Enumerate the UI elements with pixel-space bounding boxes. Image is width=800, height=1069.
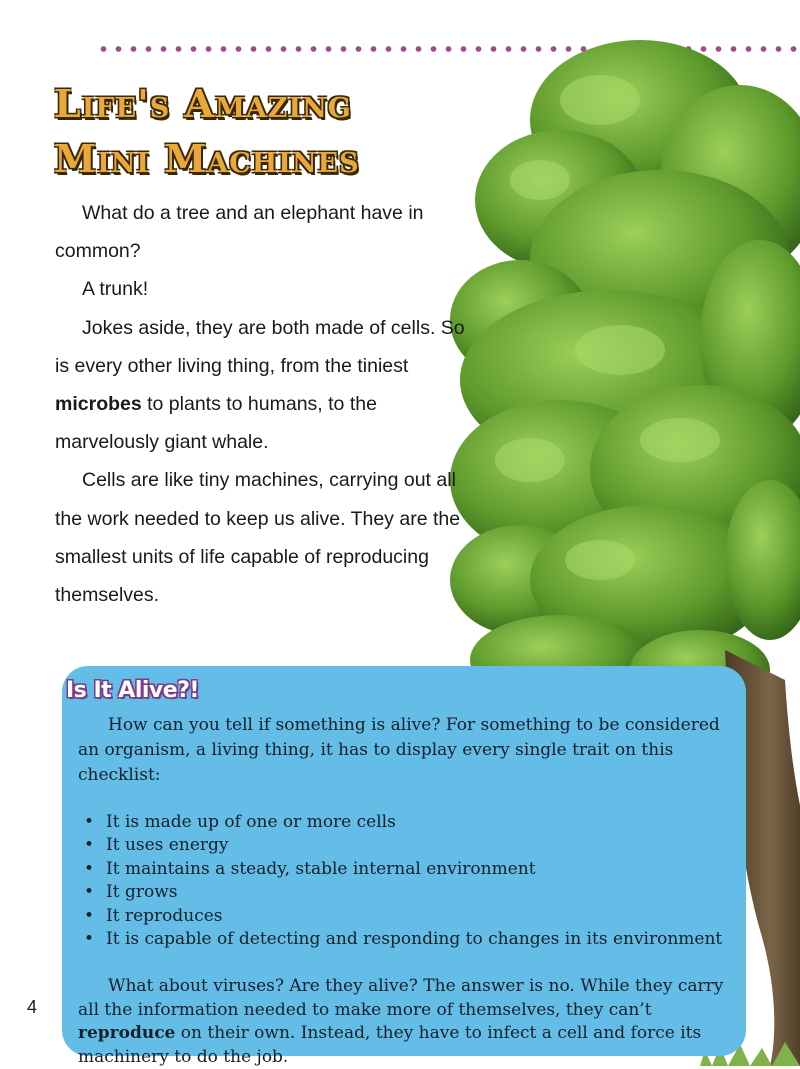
checklist-item: • It is capable of detecting and responding to changes in its environment — [78, 928, 738, 951]
sidebar-intro: How can you tell if something is alive? For something to be considered an organism, a living thing, it has to display every single trait on this checklist: — [78, 715, 720, 785]
checklist-item: • It grows — [78, 881, 738, 904]
bullet-icon: • — [84, 858, 95, 879]
intro-paragraph-2: A trunk! — [82, 278, 149, 301]
page-title — [54, 76, 360, 186]
intro-paragraph-3 — [55, 309, 475, 462]
checklist-item: • It is made up of one or more cells — [78, 811, 738, 834]
bullet-icon: • — [84, 812, 95, 832]
sidebar-closing — [78, 975, 738, 1069]
title-line-2: Mini Machines — [54, 136, 360, 181]
intro-paragraph-1: What do a tree and an elephant have in common? — [55, 202, 424, 263]
sidebar-title: Is It Alive?! — [66, 678, 199, 703]
page-number: 4 — [27, 997, 38, 1017]
bullet-icon: • — [84, 835, 95, 856]
intro-p3-start: Jokes aside, they are both made of cells. So is every other living thing, from the tiniest — [55, 316, 465, 377]
bullet-icon: • — [84, 905, 95, 926]
intro-text — [55, 194, 475, 614]
checklist-item: • It maintains a steady, stable internal environment — [78, 858, 738, 881]
intro-p3-end: to plants to humans, to the marvelously giant whale. — [55, 393, 377, 454]
term-microbes: microbes — [55, 393, 142, 416]
bullet-icon: • — [84, 882, 95, 903]
closing-start: What about viruses? Are they alive? The answer is no. While they carry all the information needed to make more of themselves, they can’t — [78, 976, 724, 1020]
sidebar-content — [78, 713, 738, 1069]
term-reproduce: reproduce — [78, 1023, 176, 1044]
checklist-item: • It uses energy — [78, 834, 738, 857]
title-line-1: Life's Amazing — [54, 81, 352, 126]
trait-checklist — [78, 811, 738, 951]
intro-paragraph-4: Cells are like tiny machines, carrying out all the work needed to keep us alive. They are the smallest units of life capable of reproducing themselves. — [55, 469, 461, 607]
checklist-item: • It reproduces — [78, 905, 738, 928]
bullet-icon: • — [84, 929, 95, 950]
closing-end: on their own. Instead, they have to infect a cell and force its machinery to do the job. — [78, 1023, 702, 1067]
